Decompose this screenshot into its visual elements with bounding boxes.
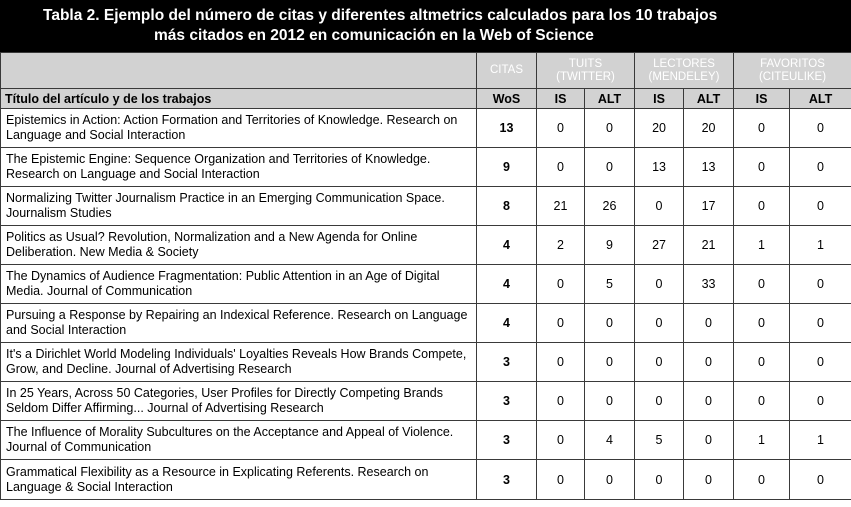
wos-citations-cell: 8 bbox=[477, 187, 537, 226]
mendeley-alt-cell: 0 bbox=[684, 382, 734, 421]
twitter-alt-cell: 0 bbox=[585, 148, 635, 187]
twitter-is-cell: 21 bbox=[537, 187, 585, 226]
wos-citations-cell: 13 bbox=[477, 109, 537, 148]
column-header-mendeley-alt: ALT bbox=[684, 89, 734, 109]
twitter-is-cell: 0 bbox=[537, 148, 585, 187]
table-row bbox=[1, 460, 851, 500]
mendeley-is-cell: 0 bbox=[635, 187, 684, 226]
column-header-title: Título del artículo y de los trabajos bbox=[1, 89, 477, 109]
mendeley-alt-cell: 13 bbox=[684, 148, 734, 187]
mendeley-alt-cell: 20 bbox=[684, 109, 734, 148]
twitter-is-cell: 0 bbox=[537, 382, 585, 421]
mendeley-is-cell: 20 bbox=[635, 109, 684, 148]
twitter-alt-cell: 0 bbox=[585, 382, 635, 421]
citeulike-alt-cell: 0 bbox=[790, 343, 851, 382]
column-header-row bbox=[1, 89, 851, 109]
table-caption bbox=[0, 0, 851, 52]
wos-citations-cell: 3 bbox=[477, 421, 537, 460]
mendeley-alt-cell: 0 bbox=[684, 421, 734, 460]
twitter-is-cell: 0 bbox=[537, 265, 585, 304]
twitter-is-cell: 0 bbox=[537, 304, 585, 343]
mendeley-is-cell: 0 bbox=[635, 265, 684, 304]
group-header-citas: CITAS bbox=[477, 53, 537, 89]
wos-citations-cell: 3 bbox=[477, 343, 537, 382]
citeulike-is-cell: 0 bbox=[734, 265, 790, 304]
twitter-is-cell: 0 bbox=[537, 421, 585, 460]
wos-citations-cell: 4 bbox=[477, 304, 537, 343]
mendeley-is-cell: 0 bbox=[635, 304, 684, 343]
article-title-cell: Pursuing a Response by Repairing an Indexical Reference. Research on Language and Social Interaction bbox=[1, 304, 477, 343]
citeulike-alt-cell: 0 bbox=[790, 304, 851, 343]
citeulike-is-cell: 0 bbox=[734, 343, 790, 382]
article-title-cell: In 25 Years, Across 50 Categories, User Profiles for Directly Competing Brands Seldom Differ Affirming... Journal of Advertising Research bbox=[1, 382, 477, 421]
wos-citations-cell: 9 bbox=[477, 148, 537, 187]
column-header-citeulike-alt: ALT bbox=[790, 89, 851, 109]
twitter-alt-cell: 5 bbox=[585, 265, 635, 304]
article-title-cell: The Influence of Morality Subcultures on the Acceptance and Appeal of Violence. Journal of Communication bbox=[1, 421, 477, 460]
wos-citations-cell: 4 bbox=[477, 265, 537, 304]
wos-citations-cell: 3 bbox=[477, 382, 537, 421]
table-row bbox=[1, 187, 851, 226]
article-title-cell: Normalizing Twitter Journalism Practice in an Emerging Communication Space. Journalism Studies bbox=[1, 187, 477, 226]
table-row bbox=[1, 343, 851, 382]
citeulike-is-cell: 0 bbox=[734, 148, 790, 187]
mendeley-alt-cell: 21 bbox=[684, 226, 734, 265]
mendeley-alt-cell: 0 bbox=[684, 343, 734, 382]
mendeley-alt-cell: 0 bbox=[684, 460, 734, 500]
citeulike-is-cell: 1 bbox=[734, 226, 790, 265]
twitter-alt-cell: 0 bbox=[585, 343, 635, 382]
citeulike-is-cell: 0 bbox=[734, 109, 790, 148]
citeulike-is-cell: 0 bbox=[734, 460, 790, 500]
column-header-mendeley-is: IS bbox=[635, 89, 684, 109]
table-row bbox=[1, 304, 851, 343]
citeulike-alt-cell: 0 bbox=[790, 460, 851, 500]
table-row bbox=[1, 109, 851, 148]
citeulike-alt-cell: 0 bbox=[790, 382, 851, 421]
table-row bbox=[1, 382, 851, 421]
citeulike-alt-cell: 0 bbox=[790, 109, 851, 148]
article-title-cell: The Epistemic Engine: Sequence Organization and Territories of Knowledge. Research on Language and Social Interaction bbox=[1, 148, 477, 187]
article-title-cell: It's a Dirichlet World Modeling Individuals' Loyalties Reveals How Brands Compete, Grow, and Decline. Journal of Advertising Research bbox=[1, 343, 477, 382]
mendeley-is-cell: 0 bbox=[635, 382, 684, 421]
column-header-wos: WoS bbox=[477, 89, 537, 109]
group-header-blank bbox=[1, 53, 477, 89]
citeulike-is-cell: 0 bbox=[734, 187, 790, 226]
caption-line-2: más citados en 2012 en comunicación en la Web of Science bbox=[154, 27, 594, 44]
citeulike-is-cell: 0 bbox=[734, 382, 790, 421]
citeulike-alt-cell: 1 bbox=[790, 421, 851, 460]
citeulike-is-cell: 0 bbox=[734, 304, 790, 343]
wos-citations-cell: 3 bbox=[477, 460, 537, 500]
mendeley-is-cell: 5 bbox=[635, 421, 684, 460]
twitter-is-cell: 0 bbox=[537, 343, 585, 382]
mendeley-alt-cell: 17 bbox=[684, 187, 734, 226]
mendeley-alt-cell: 0 bbox=[684, 304, 734, 343]
caption-line-1: Tabla 2. Ejemplo del número de citas y diferentes altmetrics calculados para los 10 trabajos bbox=[43, 7, 718, 24]
mendeley-is-cell: 13 bbox=[635, 148, 684, 187]
citeulike-alt-cell: 0 bbox=[790, 148, 851, 187]
group-header-tuits: TUITS (TWITTER) bbox=[537, 53, 635, 89]
twitter-is-cell: 0 bbox=[537, 109, 585, 148]
group-header-favoritos: FAVORITOS (CITEULIKE) bbox=[734, 53, 851, 89]
citeulike-alt-cell: 1 bbox=[790, 226, 851, 265]
mendeley-is-cell: 27 bbox=[635, 226, 684, 265]
citeulike-alt-cell: 0 bbox=[790, 265, 851, 304]
citations-table bbox=[0, 52, 851, 500]
group-header-lectores: LECTORES (MENDELEY) bbox=[635, 53, 734, 89]
mendeley-is-cell: 0 bbox=[635, 343, 684, 382]
table-row bbox=[1, 148, 851, 187]
twitter-alt-cell: 9 bbox=[585, 226, 635, 265]
twitter-alt-cell: 0 bbox=[585, 304, 635, 343]
article-title-cell: Politics as Usual? Revolution, Normalization and a New Agenda for Online Deliberation. New Media & Society bbox=[1, 226, 477, 265]
twitter-alt-cell: 26 bbox=[585, 187, 635, 226]
twitter-alt-cell: 4 bbox=[585, 421, 635, 460]
mendeley-alt-cell: 33 bbox=[684, 265, 734, 304]
article-title-cell: Grammatical Flexibility as a Resource in Explicating Referents. Research on Language & Social Interaction bbox=[1, 460, 477, 500]
table-row bbox=[1, 265, 851, 304]
group-header-row bbox=[1, 53, 851, 89]
column-header-twitter-is: IS bbox=[537, 89, 585, 109]
table-row bbox=[1, 421, 851, 460]
wos-citations-cell: 4 bbox=[477, 226, 537, 265]
citeulike-is-cell: 1 bbox=[734, 421, 790, 460]
twitter-alt-cell: 0 bbox=[585, 109, 635, 148]
table-row bbox=[1, 226, 851, 265]
twitter-is-cell: 2 bbox=[537, 226, 585, 265]
column-header-twitter-alt: ALT bbox=[585, 89, 635, 109]
article-title-cell: Epistemics in Action: Action Formation and Territories of Knowledge. Research on Language and Social Interaction bbox=[1, 109, 477, 148]
twitter-is-cell: 0 bbox=[537, 460, 585, 500]
citeulike-alt-cell: 0 bbox=[790, 187, 851, 226]
twitter-alt-cell: 0 bbox=[585, 460, 635, 500]
column-header-citeulike-is: IS bbox=[734, 89, 790, 109]
mendeley-is-cell: 0 bbox=[635, 460, 684, 500]
article-title-cell: The Dynamics of Audience Fragmentation: Public Attention in an Age of Digital Media. Journal of Communication bbox=[1, 265, 477, 304]
